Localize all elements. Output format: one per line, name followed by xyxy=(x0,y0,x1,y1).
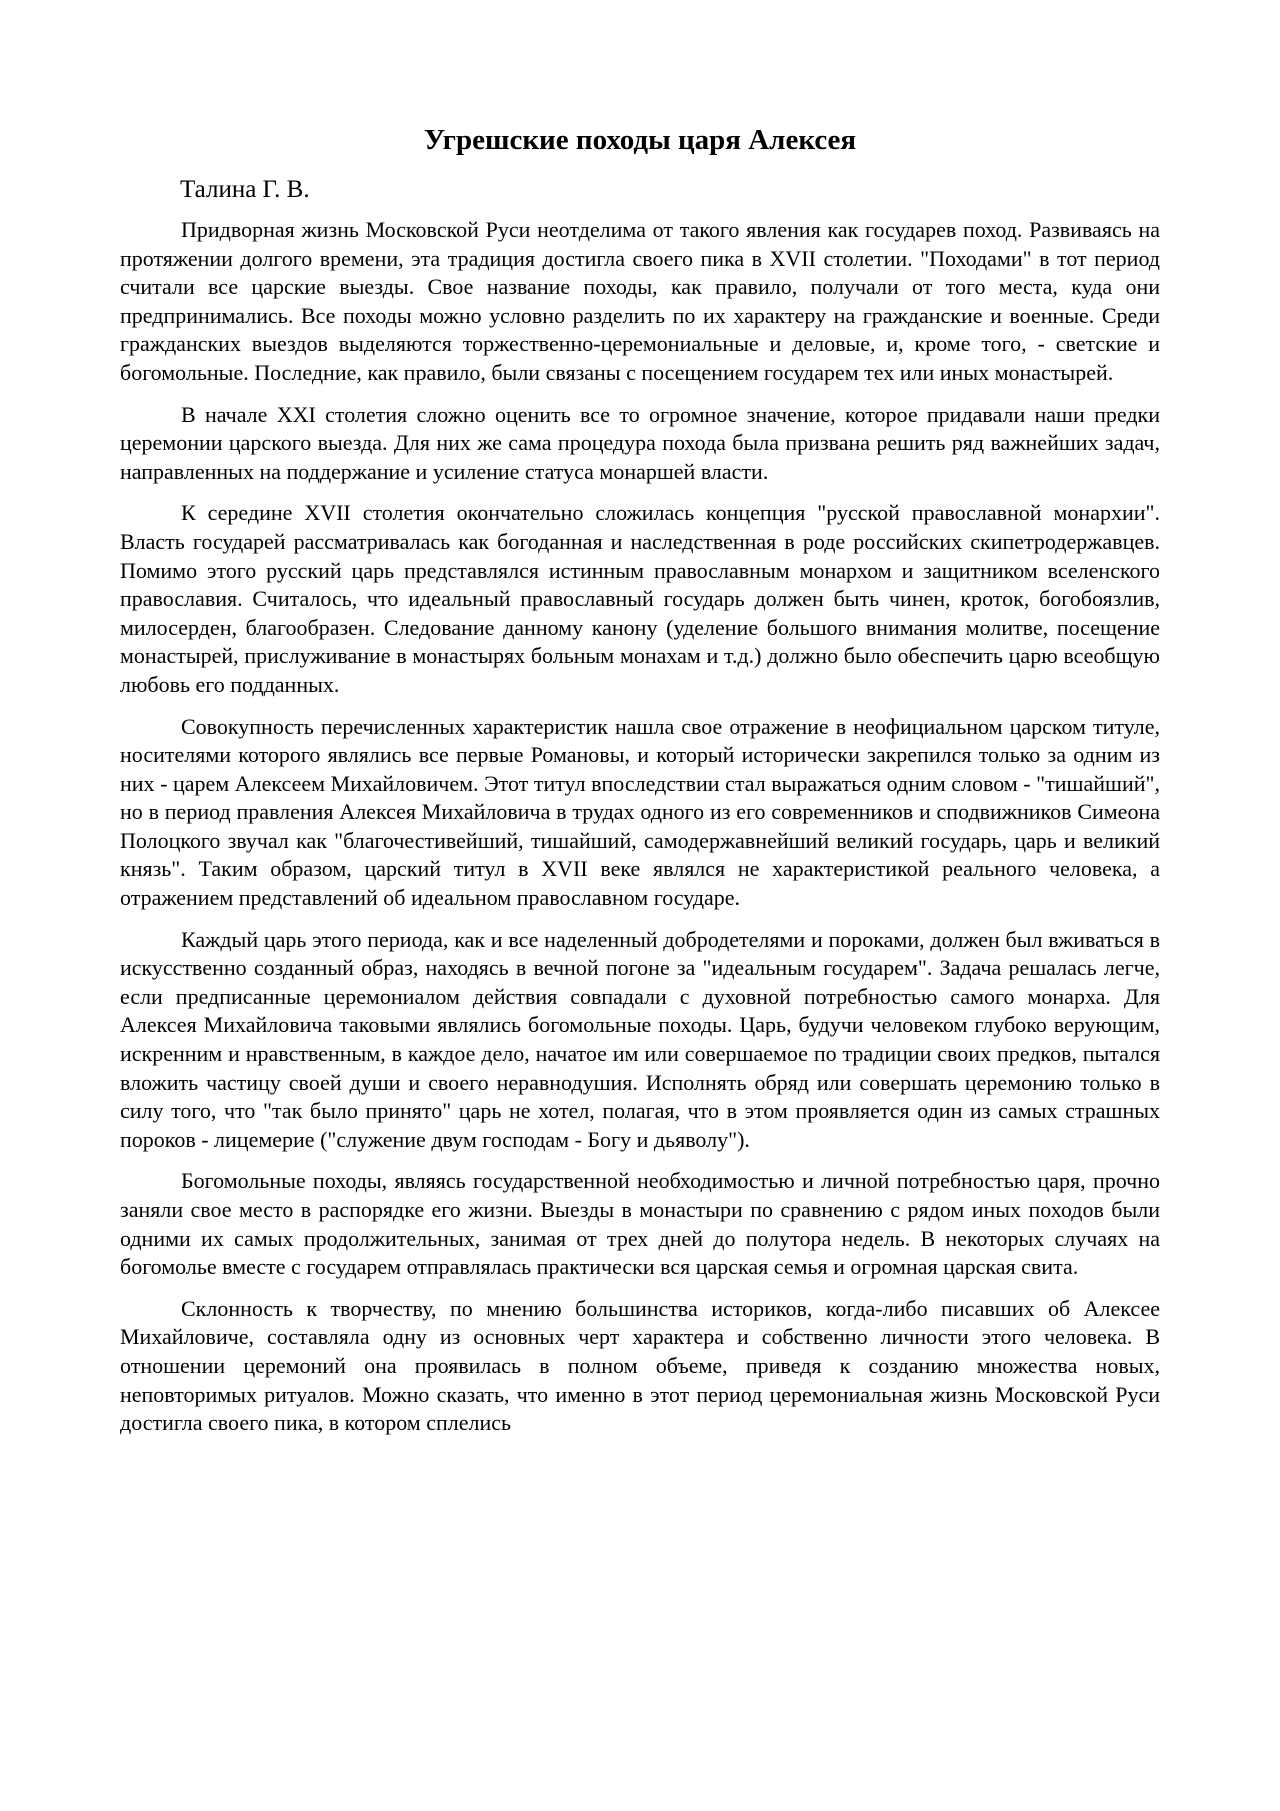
paragraph: Придворная жизнь Московской Руси неотделима от такого явления как государев поход. Развиваясь на протяжении долгого времени, эта традиция достигла своего пика в XVII столетии. "Походами" в тот период считали все царские выезды. Свое название походы, как правило, получали от того места, куда они предпринимались. Все походы можно условно разделить по их характеру на гражданские и военные. Среди гражданских выездов выделяются торжественно-церемониальные и деловые, и, кроме того, - светские и богомольные. Последние, как правило, были связаны с посещением государем тех или иных монастырей. xyxy=(120,217,1160,385)
document-title: Угрешские походы царя Алексея xyxy=(423,124,857,156)
paragraph: К середине XVII столетия окончательно сложилась концепция "русской православной монархии". Власть государей рассматривалась как богоданная и наследственная в роде российских скипетродержавцев. Помимо этого русский царь представлялся истинным православным монархом и защитником вселенского православия. Считалось, что идеальный православный государь должен быть чинен, кроток, богобоязлив, милосерден, благообразен. Следование данному канону (уделение большого внимания молитве, посещение монастырей, прислуживание в монастырях больным монахам и т.д.) должно было обеспечить царю всеобщую любовь его подданных. xyxy=(120,500,1160,697)
paragraph: Богомольные походы, являясь государственной необходимостью и личной потребностью царя, прочно заняли свое место в распорядке его жизни. Выезды в монастыри по сравнению с рядом иных походов были одними их самых продолжительных, занимая от трех дней до полутора недель. В некоторых случаях на богомолье вместе с государем отправлялась практически вся царская семья и огромная царская свита. xyxy=(120,1168,1160,1280)
paragraph: В начале XXI столетия сложно оценить все то огромное значение, которое придавали наши предки церемонии царского выезда. Для них же сама процедура похода была призвана решить ряд важнейших задач, направленных на поддержание и усиление статуса монаршей власти. xyxy=(120,401,1160,484)
document-author: Талина Г. В. xyxy=(180,176,310,203)
paragraph: Совокупность перечисленных характеристик нашла свое отражение в неофициальном царском титуле, носителями которого являлись все первые Романовы, и который исторически закрепился только за одним из них - царем Алексеем Михайловичем. Этот титул впоследствии стал выражаться одним словом - "тишайший", но в период правления Алексея Михайловича в трудах одного из его современников и сподвижников Симеона Полоцкого звучал как "благочестивейший, тишайший, самодержавнейший великий государь, царь и великий князь". Таким образом, царский титул в XVII веке являлся не характеристикой реального человека, а отражением представлений об идеальном православном государе. xyxy=(120,713,1160,911)
document-body xyxy=(120,216,1160,1451)
paragraph: Склонность к творчеству, по мнению большинства историков, когда-либо писавших об Алексее Михайловиче, составляла одну из основных черт характера и собственно личности этого человека. В отношении церемоний она проявилась в полном объеме, приведя к созданию множества новых, неповторимых ритуалов. Можно сказать, что именно в этот период церемониальная жизнь Московской Руси достигла своего пика, в котором сплелись xyxy=(120,1295,1160,1436)
paragraph: Каждый царь этого периода, как и все наделенный добродетелями и пороками, должен был вживаться в искусственно созданный образ, находясь в вечной погоне за "идеальным государем". Задача решалась легче, если предписанные церемониалом действия совпадали с духовной потребностью самого монарха. Для Алексея Михайловича таковыми являлись богомольные походы. Царь, будучи человеком глубоко верующим, искренним и нравственным, в каждое дело, начатое им или совершаемое по традиции своих предков, пытался вложить частицу своей души и своего неравнодушия. Исполнять обряд или совершать церемонию только в силу того, что "так было принято" царь не хотел, полагая, что в этом проявляется один из самых страшных пороков - лицемерие ("служение двум господам - Богу и дьяволу"). xyxy=(120,926,1160,1152)
